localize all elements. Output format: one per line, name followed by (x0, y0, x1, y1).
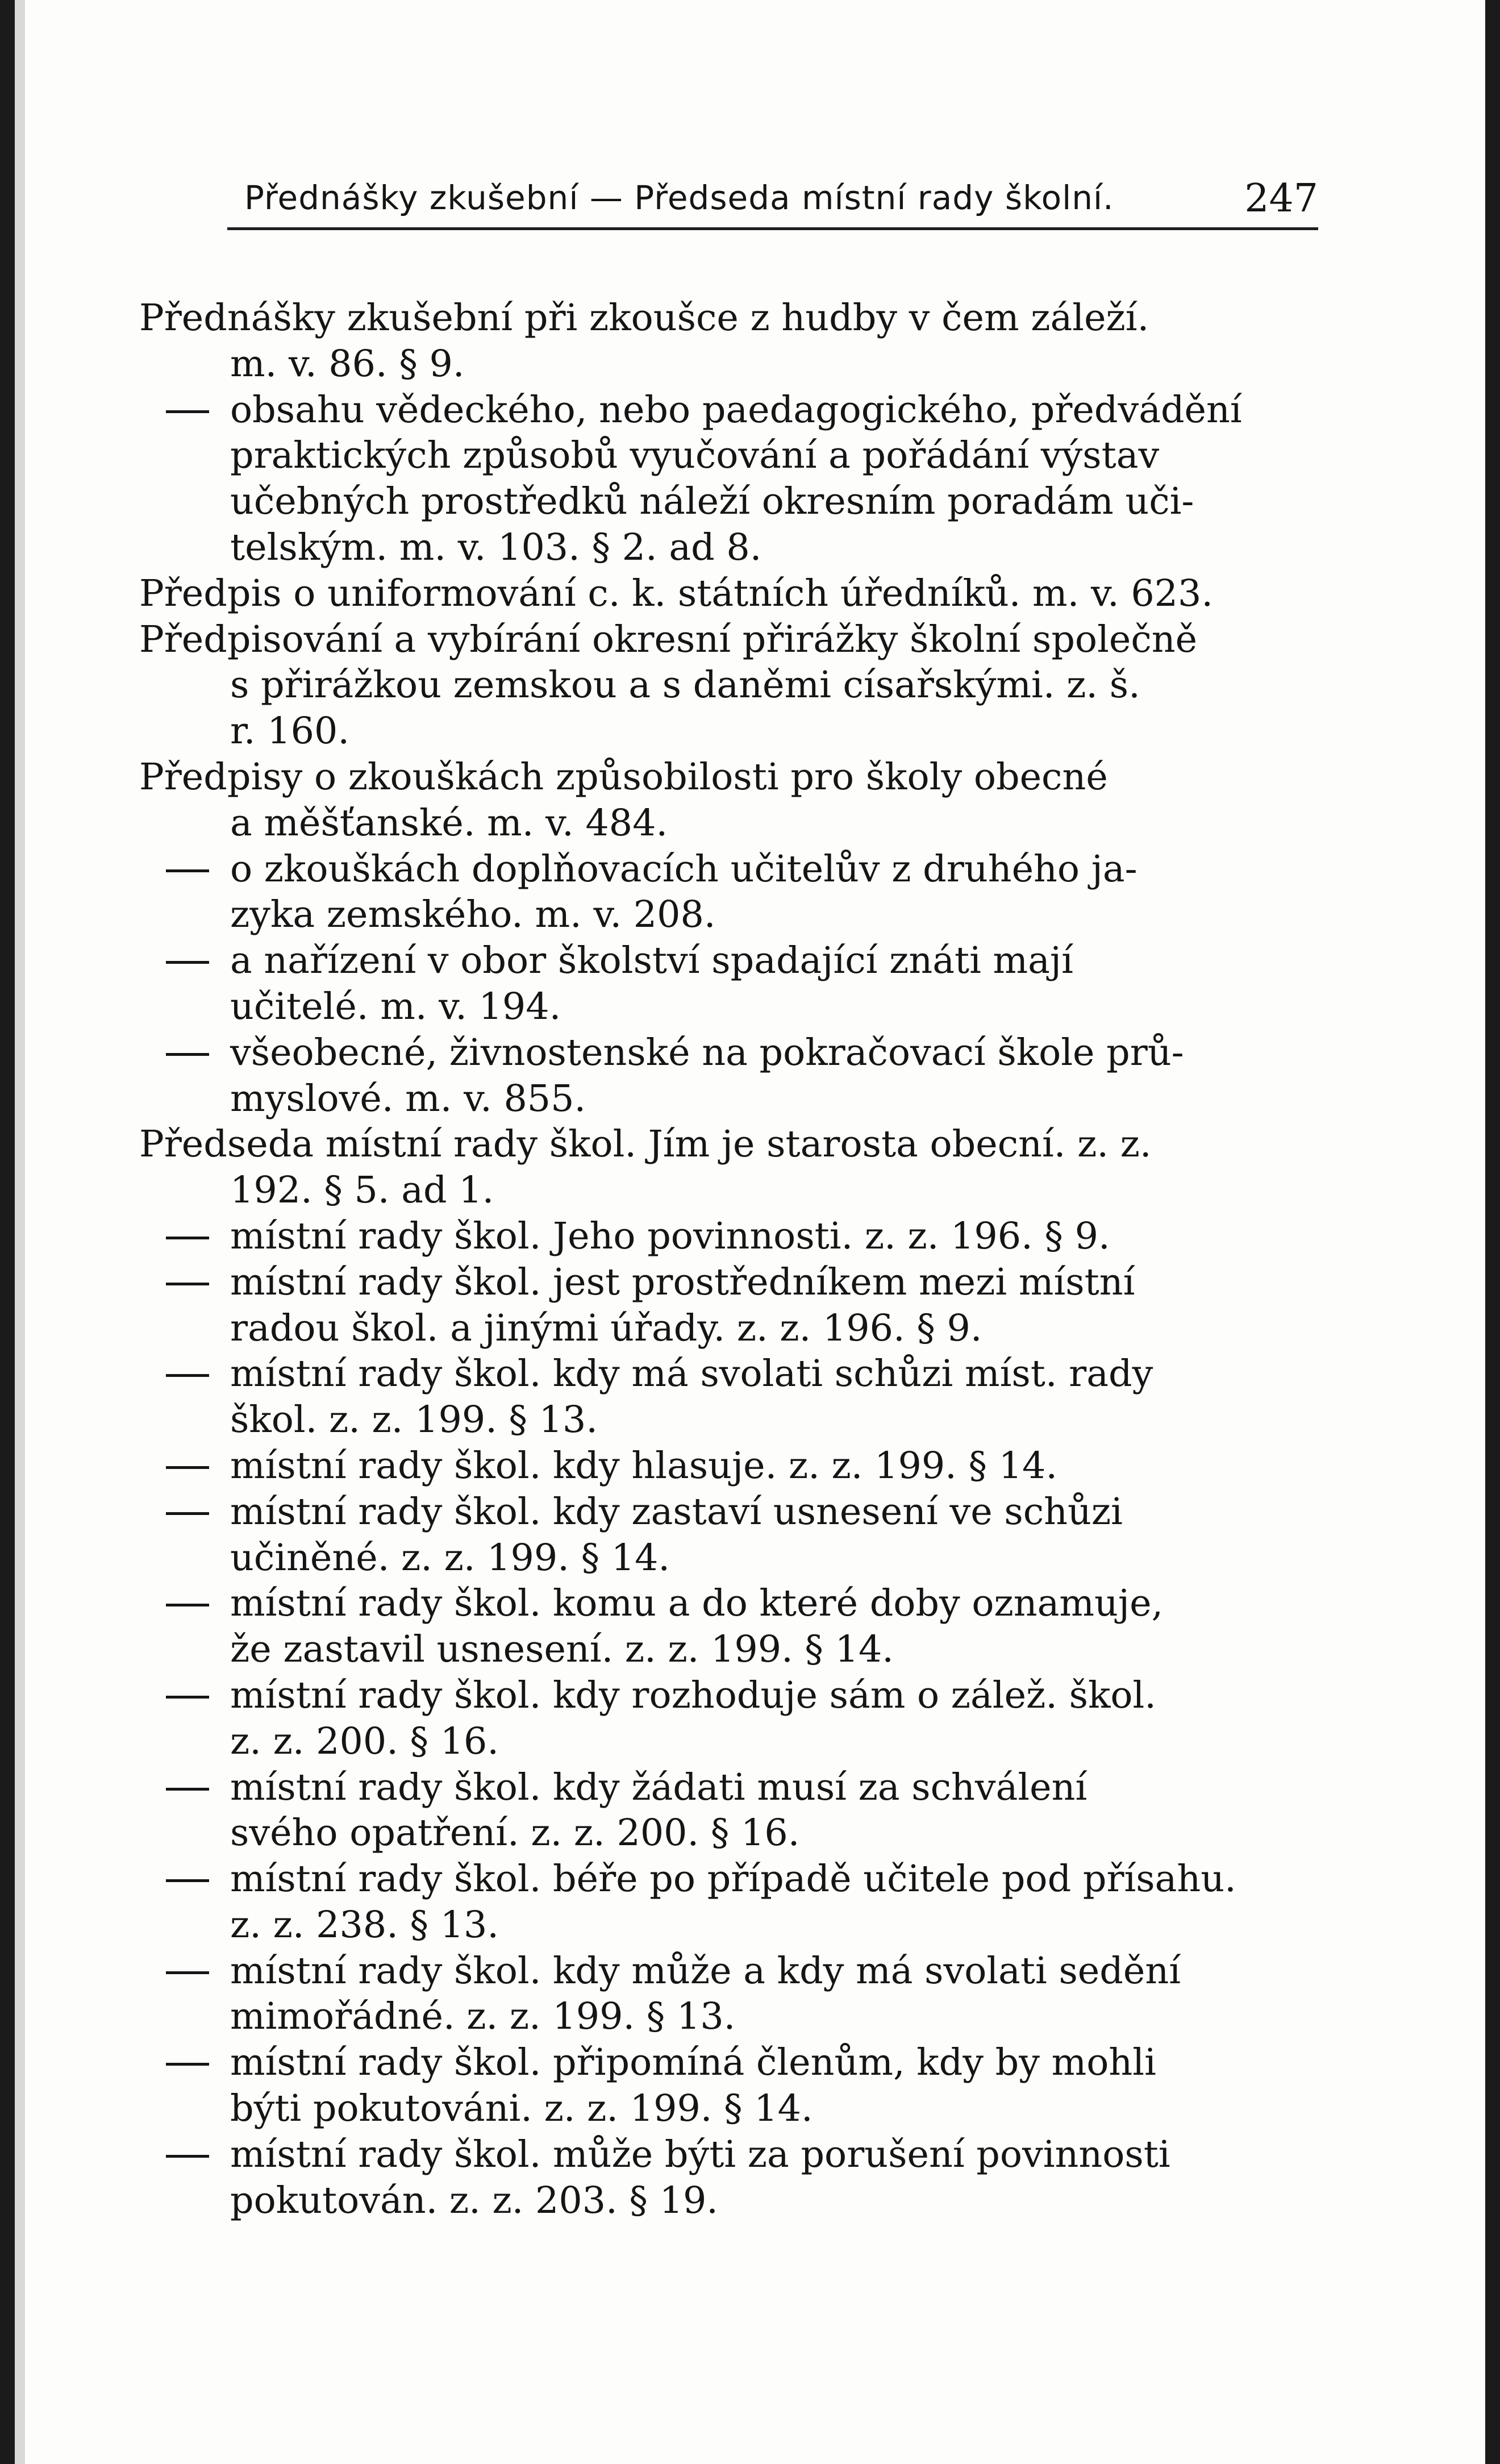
index-continuation (139, 1810, 1321, 1857)
entry-text: a měšťanské. m. v. 484. (230, 801, 668, 844)
index-entry (139, 295, 1321, 342)
entry-text: o zkouškách doplňovacích učitelův z druhého ja- (230, 847, 1138, 890)
scan-edge-shadow (15, 0, 25, 2464)
index-subentry (139, 388, 1321, 434)
index-continuation (139, 709, 1321, 755)
index-continuation (139, 892, 1321, 938)
entry-text: s přirážkou zemskou a s daněmi císařskými. z. š. (230, 664, 1140, 707)
index-continuation (139, 2086, 1321, 2132)
entry-text: pokutován. z. z. 203. § 19. (230, 2179, 718, 2222)
index-continuation (139, 801, 1321, 847)
entry-text: z. z. 200. § 16. (230, 1720, 499, 1763)
entry-text: 192. § 5. ad 1. (230, 1169, 494, 1212)
entry-text: učebných prostředků náleží okresním poradám uči- (230, 480, 1194, 523)
entry-text: telským. m. v. 103. § 2. ad 8. (230, 526, 762, 569)
entry-text: radou škol. a jinými úřady. z. z. 196. § 9. (230, 1306, 982, 1350)
entry-text: místní rady škol. kdy hlasuje. z. z. 199. § 14. (230, 1444, 1058, 1487)
index-subentry (139, 2132, 1321, 2178)
repeat-dash (166, 2155, 209, 2158)
repeat-dash (166, 1374, 209, 1377)
index-subentry (139, 1214, 1321, 1260)
repeat-dash (166, 961, 209, 964)
entry-text: Předpisy o zkouškách způsobilosti pro školy obecné (139, 755, 1108, 798)
index-continuation (139, 342, 1321, 388)
entry-text: mimořádné. z. z. 199. § 13. (230, 1995, 736, 2038)
index-subentry (139, 1260, 1321, 1306)
entry-text: že zastavil usnesení. z. z. 199. § 14. (230, 1628, 894, 1671)
page-header (227, 170, 1318, 233)
repeat-dash (166, 869, 209, 872)
entry-text: a nařízení v obor školství spadající znáti mají (230, 939, 1073, 983)
entry-text: Předseda místní rady škol. Jím je starosta obecní. z. z. (139, 1123, 1152, 1166)
index-continuation (139, 1994, 1321, 2040)
index-subentry (139, 1443, 1321, 1489)
index-entry (139, 755, 1321, 801)
index-continuation (139, 2178, 1321, 2224)
index-continuation (139, 1306, 1321, 1352)
entry-text: z. z. 238. § 13. (230, 1903, 499, 1946)
index-continuation (139, 984, 1321, 1030)
index-continuation (139, 1076, 1321, 1122)
index-subentry (139, 1030, 1321, 1076)
entry-text: praktických způsobů vyučování a pořádání výstav (230, 434, 1160, 477)
scan-edge-left (0, 0, 15, 2464)
index-subentry (139, 2040, 1321, 2086)
index-continuation (139, 1397, 1321, 1443)
index-subentry (139, 1765, 1321, 1811)
index-entry (139, 571, 1321, 617)
repeat-dash (166, 2063, 209, 2066)
repeat-dash (166, 1971, 209, 1974)
entry-text: m. v. 86. § 9. (230, 342, 465, 385)
entry-text: místní rady škol. jest prostředníkem mezi místní (230, 1260, 1135, 1304)
entry-text: Předpis o uniformování c. k. státních úředníků. m. v. 623. (139, 572, 1214, 615)
entry-text: r. 160. (230, 710, 349, 753)
page-number: 247 (1244, 176, 1318, 221)
entry-text: místní rady škol. Jeho povinnosti. z. z. 196. § 9. (230, 1214, 1110, 1258)
entry-text: Přednášky zkušební při zkoušce z hudby v čem záleží. (139, 297, 1149, 339)
repeat-dash (166, 1283, 209, 1285)
index-continuation (139, 433, 1321, 479)
entry-text: místní rady škol. béře po případě učitele pod přísahu. (230, 1858, 1236, 1901)
entry-text: obsahu vědeckého, nebo paedagogického, předvádění (230, 388, 1242, 431)
index-entries (139, 295, 1321, 2224)
repeat-dash (166, 1237, 209, 1239)
entry-text: místní rady škol. připomíná členům, kdy by mohli (230, 2041, 1156, 2084)
entry-text: místní rady škol. komu a do které doby oznamuje, (230, 1582, 1164, 1625)
index-continuation (139, 663, 1321, 709)
index-continuation (139, 479, 1321, 525)
entry-text: místní rady škol. kdy má svolati schůzi míst. rady (230, 1352, 1153, 1396)
entry-text: zyka zemského. m. v. 208. (230, 893, 716, 937)
entry-text: Předpisování a vybírání okresní přirážky školní společně (139, 618, 1198, 661)
index-subentry (139, 1673, 1321, 1719)
scan-edge-right (1485, 0, 1500, 2464)
index-subentry (139, 1489, 1321, 1535)
index-subentry (139, 1351, 1321, 1397)
entry-text: svého opatření. z. z. 200. § 16. (230, 1812, 800, 1855)
entry-text: místní rady škol. kdy může a kdy má svolati sedění (230, 1949, 1181, 1992)
index-entry (139, 1122, 1321, 1168)
entry-text: místní rady škol. kdy žádati musí za schválení (230, 1766, 1088, 1809)
index-subentry (139, 938, 1321, 984)
repeat-dash (166, 1512, 209, 1515)
index-subentry (139, 1949, 1321, 1995)
repeat-dash (166, 1696, 209, 1699)
index-continuation (139, 1627, 1321, 1673)
repeat-dash (166, 1788, 209, 1791)
header-rule (227, 227, 1318, 230)
running-head: Přednášky zkušební — Předseda místní rady školní. (244, 178, 1114, 217)
entry-text: učitelé. m. v. 194. (230, 985, 561, 1028)
entry-text: místní rady škol. kdy rozhoduje sám o zálež. škol. (230, 1674, 1156, 1717)
repeat-dash (166, 1466, 209, 1469)
repeat-dash (166, 1604, 209, 1606)
entry-text: místní rady škol. může býti za porušení povinnosti (230, 2133, 1170, 2176)
repeat-dash (166, 410, 209, 413)
entry-text: myslové. m. v. 855. (230, 1077, 586, 1120)
index-subentry (139, 1857, 1321, 1903)
index-continuation (139, 1168, 1321, 1214)
entry-text: místní rady škol. kdy zastaví usnesení ve schůzi (230, 1490, 1123, 1533)
entry-text: býti pokutováni. z. z. 199. § 14. (230, 2087, 813, 2130)
repeat-dash (166, 1879, 209, 1882)
entry-text: učiněné. z. z. 199. § 14. (230, 1536, 670, 1579)
repeat-dash (166, 1053, 209, 1056)
index-continuation (139, 1719, 1321, 1765)
index-subentry (139, 1581, 1321, 1627)
index-subentry (139, 847, 1321, 893)
entry-text: škol. z. z. 199. § 13. (230, 1399, 598, 1442)
index-continuation (139, 1903, 1321, 1949)
index-entry (139, 617, 1321, 663)
index-continuation (139, 1535, 1321, 1581)
index-continuation (139, 525, 1321, 571)
entry-text: všeobecné, živnostenské na pokračovací škole prů- (230, 1031, 1184, 1074)
